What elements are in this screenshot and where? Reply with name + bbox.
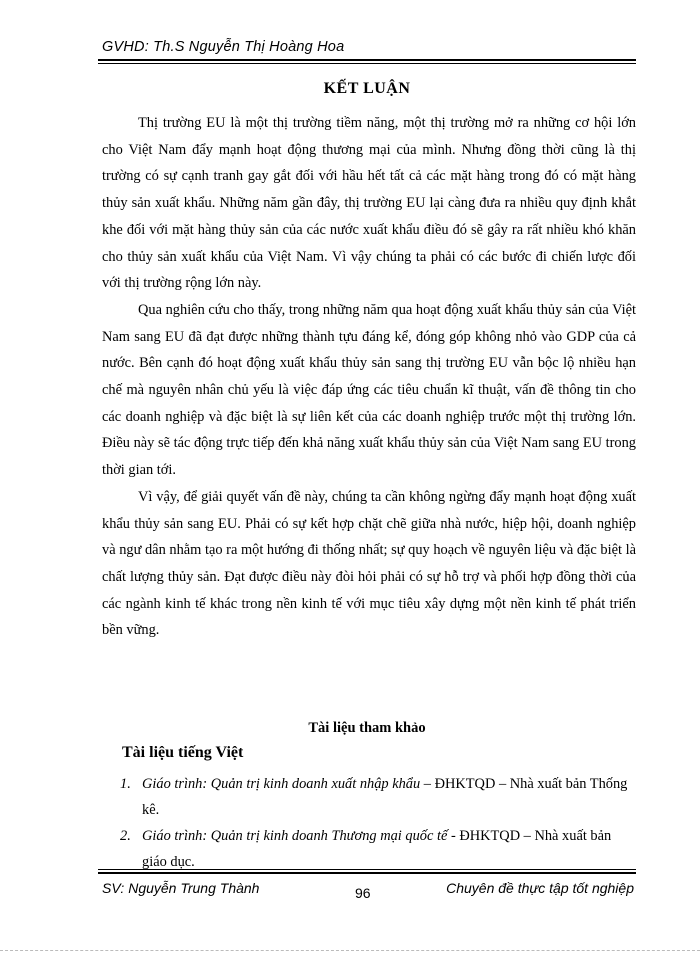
header-rule <box>98 59 636 61</box>
conclusion-body <box>102 110 636 644</box>
references-list <box>120 771 636 875</box>
references-subheading: Tài liệu tiếng Việt <box>122 744 244 761</box>
reference-details: – ĐHKTQD – Nhà xuất bản Thống kê. <box>142 776 628 818</box>
paragraph-1: Thị trường EU là một thị trường tiềm năng, một thị trường mở ra những cơ hội lớn cho Việt Nam đẩy mạnh hoạt động thương mại của mình. Nhưng đồng thời cũng là thị trường có sự cạnh tranh gay gắt đối với hầu hết tất cả các mặt hàng trong đó có mặt hàng thủy sản xuất khẩu. Những năm gần đây, thị trường EU lại càng đưa ra nhiều quy định khắt khe đối với mặt hàng thủy sản của các nước xuất khẩu điều đó sẽ gây ra rất nhiều khó khăn cho thủy sản xuất khẩu của Việt Nam. Vì vậy chúng ta phải có các bước đi chiến lược đối với thị trường rộng lớn này. <box>102 115 636 292</box>
reference-title: Giáo trình: Quản trị kinh doanh xuất nhập khẩu <box>142 776 421 792</box>
reference-item <box>120 771 636 823</box>
page-edge <box>0 950 700 951</box>
header-rule-thin <box>98 63 636 64</box>
reference-number: 2. <box>120 828 131 844</box>
references-heading: Tài liệu tham khảo <box>308 720 426 736</box>
reference-details: - ĐHKTQD – Nhà xuất bản giáo dục. <box>142 828 612 870</box>
reference-item <box>120 823 636 875</box>
page-title: KẾT LUẬN <box>323 80 411 97</box>
reference-number: 1. <box>120 776 131 792</box>
footer-rule-thin <box>98 869 636 870</box>
footer-rule <box>98 872 636 874</box>
footer-document-type: Chuyên đề thực tập tốt nghiệp <box>446 880 634 896</box>
reference-title: Giáo trình: Quản trị kinh doanh Thương mại quốc tế <box>142 828 448 844</box>
page-number: 96 <box>355 885 371 901</box>
header-supervisor: GVHD: Th.S Nguyễn Thị Hoàng Hoa <box>102 39 345 55</box>
paragraph-2: Qua nghiên cứu cho thấy, trong những năm qua hoạt động xuất khẩu thủy sản của Việt Nam sang EU đã đạt được những thành tựu đáng kể, đóng góp không nhỏ vào GDP của cả nước. Bên cạnh đó hoạt động xuất khẩu thủy sản sang thị trường EU vẫn bộc lộ nhiều hạn chế mà nguyên nhân chủ yếu là việc đáp ứng các tiêu chuẩn kĩ thuật, vấn đề thông tin cho các doanh nghiệp và đặc biệt là sự liên kết của các doanh nghiệp trước một thị trường lớn. Điều này sẽ tác động trực tiếp đến khả năng xuất khẩu thủy sản của Việt Nam sang EU trong thời gian tới. <box>102 301 636 479</box>
footer-student: SV: Nguyễn Trung Thành <box>102 880 260 896</box>
paragraph-3: Vì vậy, để giải quyết vấn đề này, chúng ta cần không ngừng đẩy mạnh hoạt động xuất khẩu thủy sản sang EU. Phải có sự kết hợp chặt chẽ giữa nhà nước, hiệp hội, doanh nghiệp và ngư dân nhằm tạo ra một hướng đi thống nhất; sự quy hoạch về nguyên liệu và đặc biệt là chất lượng thủy sản. Đạt được điều này đòi hỏi phải có sự hỗ trợ và phối hợp đồng thời của các ngành kinh tế khác trong nền kinh tế với mục tiêu xây dựng một nền kinh tế phát triển bền vững. <box>102 488 636 639</box>
